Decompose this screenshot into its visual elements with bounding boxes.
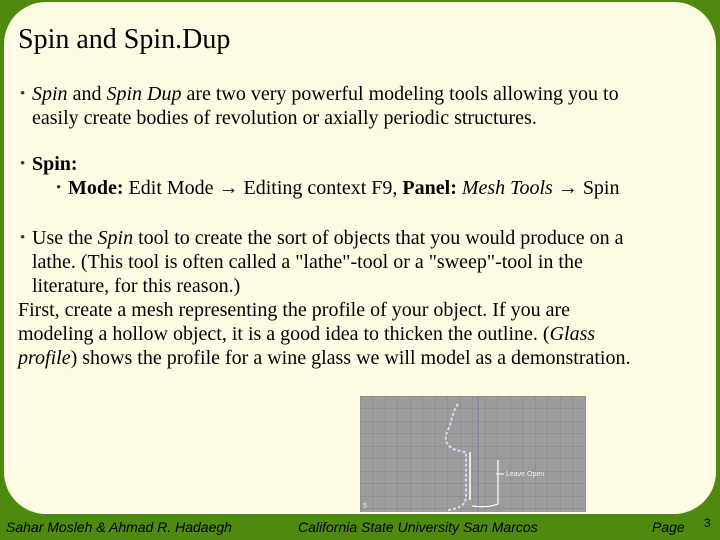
bullet-1-line-1	[32, 82, 619, 106]
glass-profile-graphic	[360, 396, 586, 512]
glass-profile-figure	[360, 396, 586, 512]
footer-university: California State University San Marcos	[298, 519, 538, 535]
figure-reference: Glass	[549, 323, 596, 345]
bullet-2-label	[32, 152, 78, 176]
panel-rest: → Spin	[552, 177, 620, 199]
page-title: Spin and Spin.Dup	[18, 24, 231, 55]
paragraph-text: ) shows the profile for a wine glass we will model as a demonstration.	[70, 347, 631, 369]
bullet-3-line-2: lathe. (This tool is often called a "lathe"-tool or a "sweep"-tool in the	[32, 251, 583, 273]
spin-term: Spin	[32, 83, 68, 105]
paragraph-line-2	[18, 322, 595, 346]
footer-page-label: Page	[652, 519, 685, 535]
bullet-3-line-1	[32, 226, 624, 250]
mode-label: Mode:	[68, 177, 124, 199]
paragraph-line-1: First, create a mesh representing the profile of your object. If you are	[18, 299, 571, 321]
bullet-dot-icon: •	[20, 230, 26, 246]
paragraph-line-3	[18, 346, 630, 370]
spin-term: Spin	[97, 227, 134, 249]
bullet-dot-icon: •	[20, 156, 26, 172]
mode-value: Edit Mode → Editing context F9,	[123, 177, 403, 199]
bullet-dot-icon: •	[20, 86, 26, 102]
bullet-text: Use the	[32, 227, 98, 249]
panel-name: Mesh Tools	[456, 177, 553, 199]
bullet-text: are two very powerful modeling tools allowing you to	[181, 83, 619, 105]
bullet-text: tool to create the sort of objects that you would produce on a	[133, 227, 624, 249]
bullet-3-line-3: literature, for this reason.)	[32, 275, 241, 297]
figure-reference: profile	[18, 347, 71, 369]
figure-corner-label: 5	[363, 503, 367, 510]
sub-bullet-mode-panel	[68, 176, 620, 200]
paragraph-text: modeling a hollow object, it is a good idea to thicken the outline. (	[18, 323, 550, 345]
footer	[0, 514, 720, 540]
bullet-1-line-2: easily create bodies of revolution or axially periodic structures.	[32, 107, 537, 129]
footer-authors: Sahar Mosleh & Ahmad R. Hadaegh	[6, 519, 232, 535]
spin-dup-term: Spin Dup	[106, 83, 182, 105]
panel-label: Panel:	[402, 177, 457, 199]
sub-bullet-dot-icon: •	[56, 180, 62, 196]
leave-open-label: Leave Open	[506, 471, 545, 478]
footer-page-number: 3	[704, 516, 711, 530]
bullet-text: and	[67, 83, 107, 105]
spin-label: Spin:	[32, 153, 78, 175]
